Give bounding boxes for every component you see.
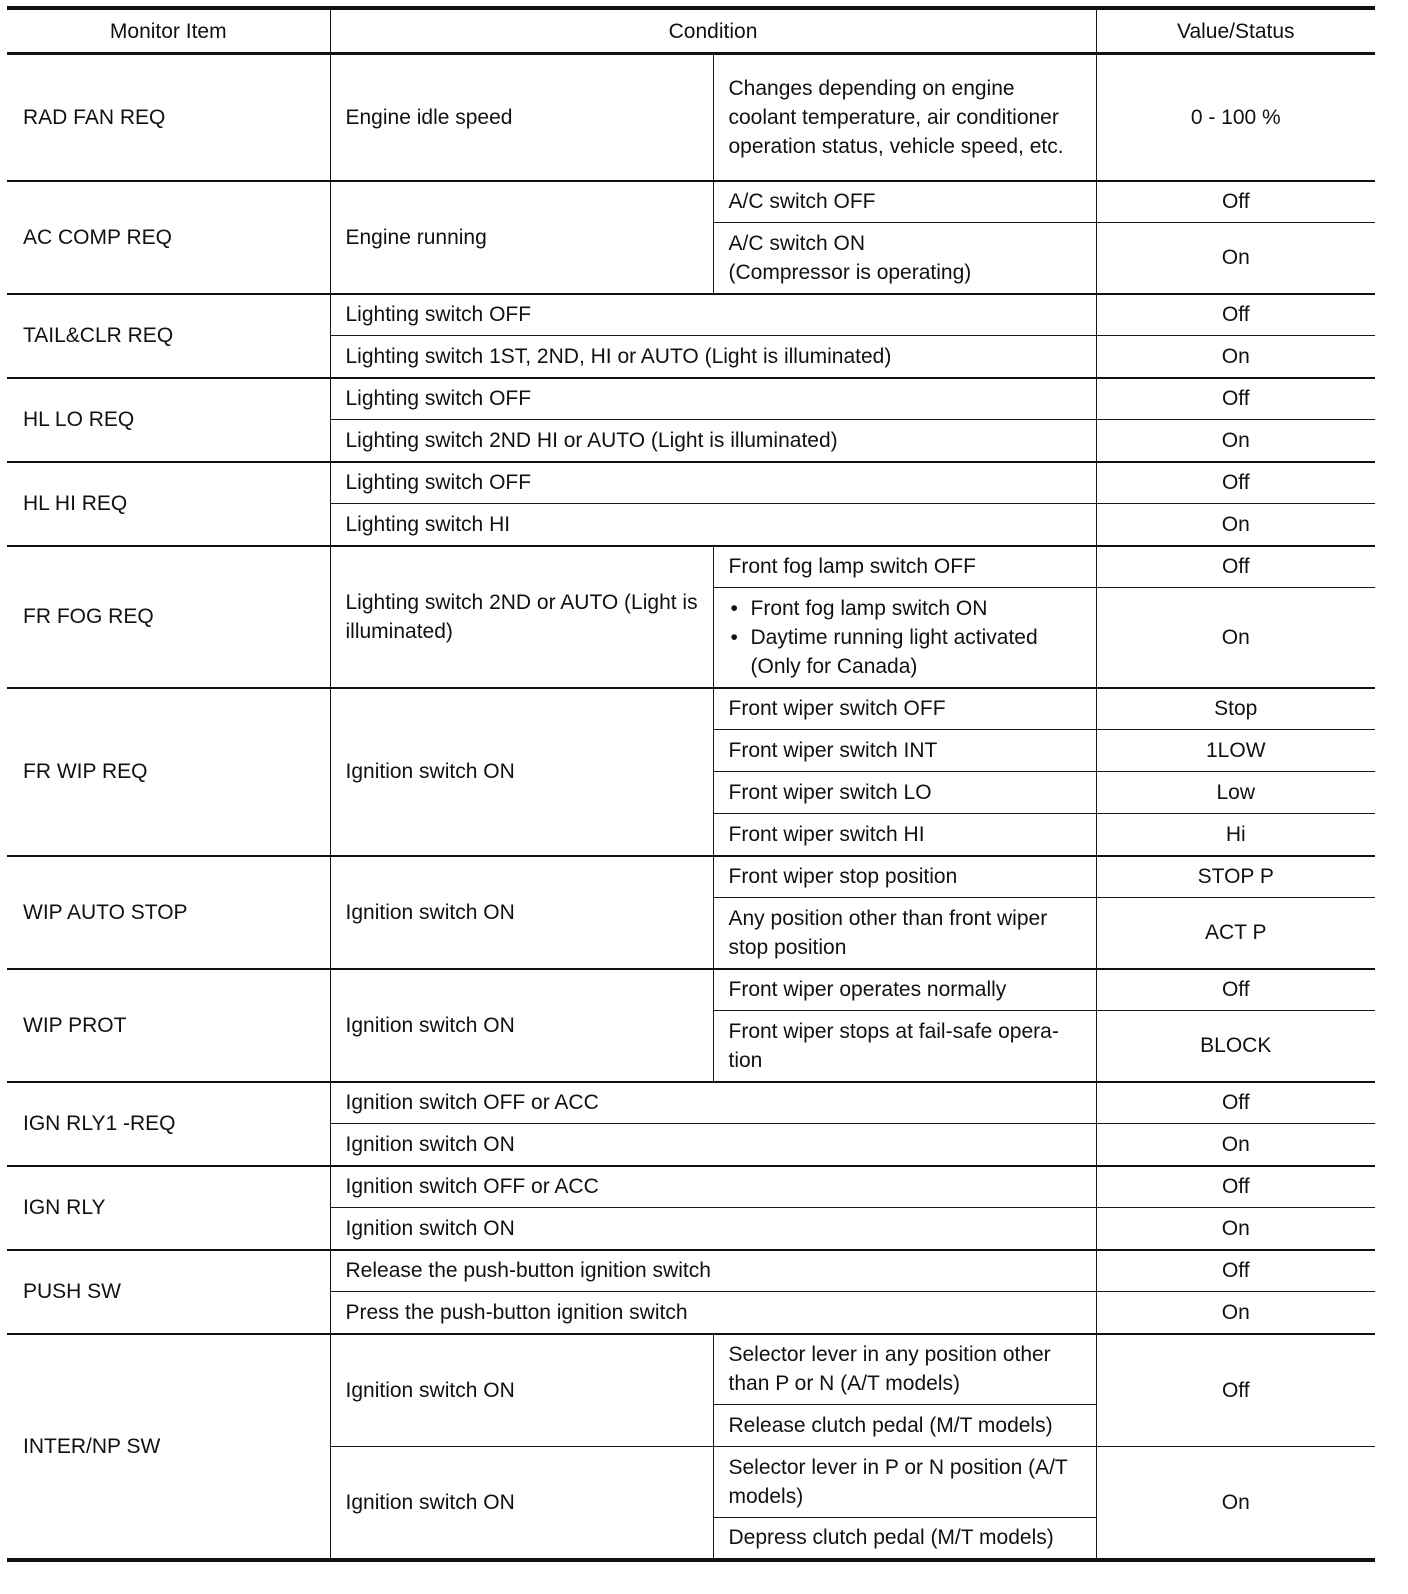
table-row <box>7 688 1375 730</box>
condition: Ignition switch OFF or ACC <box>330 1166 1096 1208</box>
value-status: Off <box>1096 1250 1375 1292</box>
header-monitor-item: Monitor Item <box>7 8 330 54</box>
value-status: BLOCK <box>1096 1011 1375 1082</box>
condition: Ignition switch ON <box>330 856 713 969</box>
sub-condition: Changes depending on engine coolant temperature, air conditioner operation status, vehicle speed, etc. <box>713 54 1096 181</box>
value-status: On <box>1096 420 1375 462</box>
condition: Engine idle speed <box>330 54 713 181</box>
value-status: Off <box>1096 1334 1375 1447</box>
condition: Lighting switch OFF <box>330 462 1096 504</box>
monitor-item: TAIL&CLR REQ <box>7 294 330 378</box>
condition: Ignition switch ON <box>330 1124 1096 1166</box>
value-status: Off <box>1096 546 1375 588</box>
monitor-item: RAD FAN REQ <box>7 54 330 181</box>
value-status: On <box>1096 1208 1375 1250</box>
monitor-item: HL HI REQ <box>7 462 330 546</box>
sub-condition: A/C switch OFF <box>713 181 1096 223</box>
sub-condition: Release clutch pedal (M/T models) <box>713 1405 1096 1447</box>
table-row <box>7 856 1375 898</box>
condition: Engine running <box>330 181 713 294</box>
table-row <box>7 378 1375 420</box>
monitor-item: HL LO REQ <box>7 378 330 462</box>
value-status: 1LOW <box>1096 730 1375 772</box>
value-status: Off <box>1096 462 1375 504</box>
monitor-item: PUSH SW <box>7 1250 330 1334</box>
monitor-table <box>7 6 1375 1562</box>
value-status: On <box>1096 336 1375 378</box>
condition: Ignition switch ON <box>330 1447 713 1560</box>
value-status: ACT P <box>1096 898 1375 969</box>
table-row <box>7 294 1375 336</box>
table-row <box>7 1334 1375 1405</box>
value-status: Off <box>1096 294 1375 336</box>
sub-condition: Selector lever in any position other than P or N (A/T models) <box>713 1334 1096 1405</box>
monitor-item: WIP PROT <box>7 969 330 1082</box>
condition: Lighting switch 2ND or AUTO (Light is illuminated) <box>330 546 713 688</box>
header-condition: Condition <box>330 8 1096 54</box>
condition: Lighting switch HI <box>330 504 1096 546</box>
condition: Lighting switch OFF <box>330 378 1096 420</box>
condition: Release the push-button ignition switch <box>330 1250 1096 1292</box>
condition: Lighting switch 1ST, 2ND, HI or AUTO (Light is illuminated) <box>330 336 1096 378</box>
sub-condition: Front wiper switch OFF <box>713 688 1096 730</box>
value-status: Stop <box>1096 688 1375 730</box>
sub-condition: Front wiper switch INT <box>713 730 1096 772</box>
value-status: On <box>1096 223 1375 294</box>
sub-condition: Any position other than front wiper stop position <box>713 898 1096 969</box>
value-status: On <box>1096 588 1375 688</box>
condition: Ignition switch ON <box>330 1334 713 1447</box>
table-row <box>7 1250 1375 1292</box>
condition: Ignition switch ON <box>330 688 713 856</box>
sub-condition: Front wiper switch LO <box>713 772 1096 814</box>
bullet-list <box>729 594 1082 681</box>
sub-condition: Front wiper operates normally <box>713 969 1096 1011</box>
monitor-item: WIP AUTO STOP <box>7 856 330 969</box>
monitor-item: FR WIP REQ <box>7 688 330 856</box>
value-status: Off <box>1096 969 1375 1011</box>
value-status: On <box>1096 1447 1375 1560</box>
value-status: STOP P <box>1096 856 1375 898</box>
table-row <box>7 54 1375 181</box>
condition: Ignition switch ON <box>330 1208 1096 1250</box>
value-status: Hi <box>1096 814 1375 856</box>
value-status: On <box>1096 1292 1375 1334</box>
monitor-item: IGN RLY1 -REQ <box>7 1082 330 1166</box>
bullet-item: • Daytime running light activated (Only for Canada) <box>729 623 1082 681</box>
sub-condition: Front wiper stop position <box>713 856 1096 898</box>
monitor-item: INTER/NP SW <box>7 1334 330 1560</box>
value-status: On <box>1096 1124 1375 1166</box>
value-status: Low <box>1096 772 1375 814</box>
table-row <box>7 181 1375 223</box>
table-row <box>7 1166 1375 1208</box>
sub-condition: Front wiper switch HI <box>713 814 1096 856</box>
condition: Lighting switch 2ND HI or AUTO (Light is illuminated) <box>330 420 1096 462</box>
bullet-item: • Front fog lamp switch ON <box>729 594 1082 623</box>
table-row <box>7 546 1375 588</box>
condition: Ignition switch ON <box>330 969 713 1082</box>
sub-condition: Front fog lamp switch OFF <box>713 546 1096 588</box>
monitor-item: FR FOG REQ <box>7 546 330 688</box>
value-status: Off <box>1096 181 1375 223</box>
condition: Press the push-button ignition switch <box>330 1292 1096 1334</box>
sub-condition: Selector lever in P or N position (A/T models) <box>713 1447 1096 1518</box>
header-value-status: Value/Status <box>1096 8 1375 54</box>
value-status: On <box>1096 504 1375 546</box>
condition: Lighting switch OFF <box>330 294 1096 336</box>
sub-condition <box>713 223 1096 294</box>
value-status: 0 - 100 % <box>1096 54 1375 181</box>
sub-condition <box>713 588 1096 688</box>
sub-condition-line: (Compressor is operating) <box>728 260 972 284</box>
table-row <box>7 462 1375 504</box>
sub-condition: Depress clutch pedal (M/T models) <box>713 1518 1096 1560</box>
condition: Ignition switch OFF or ACC <box>330 1082 1096 1124</box>
value-status: Off <box>1096 378 1375 420</box>
table-row <box>7 969 1375 1011</box>
sub-condition: Front wiper stops at fail-safe opera-tion <box>713 1011 1096 1082</box>
table-row <box>7 1082 1375 1124</box>
monitor-item: AC COMP REQ <box>7 181 330 294</box>
value-status: Off <box>1096 1166 1375 1208</box>
monitor-item: IGN RLY <box>7 1166 330 1250</box>
value-status: Off <box>1096 1082 1375 1124</box>
header-row <box>7 8 1375 54</box>
sub-condition-line: A/C switch ON <box>728 231 866 255</box>
